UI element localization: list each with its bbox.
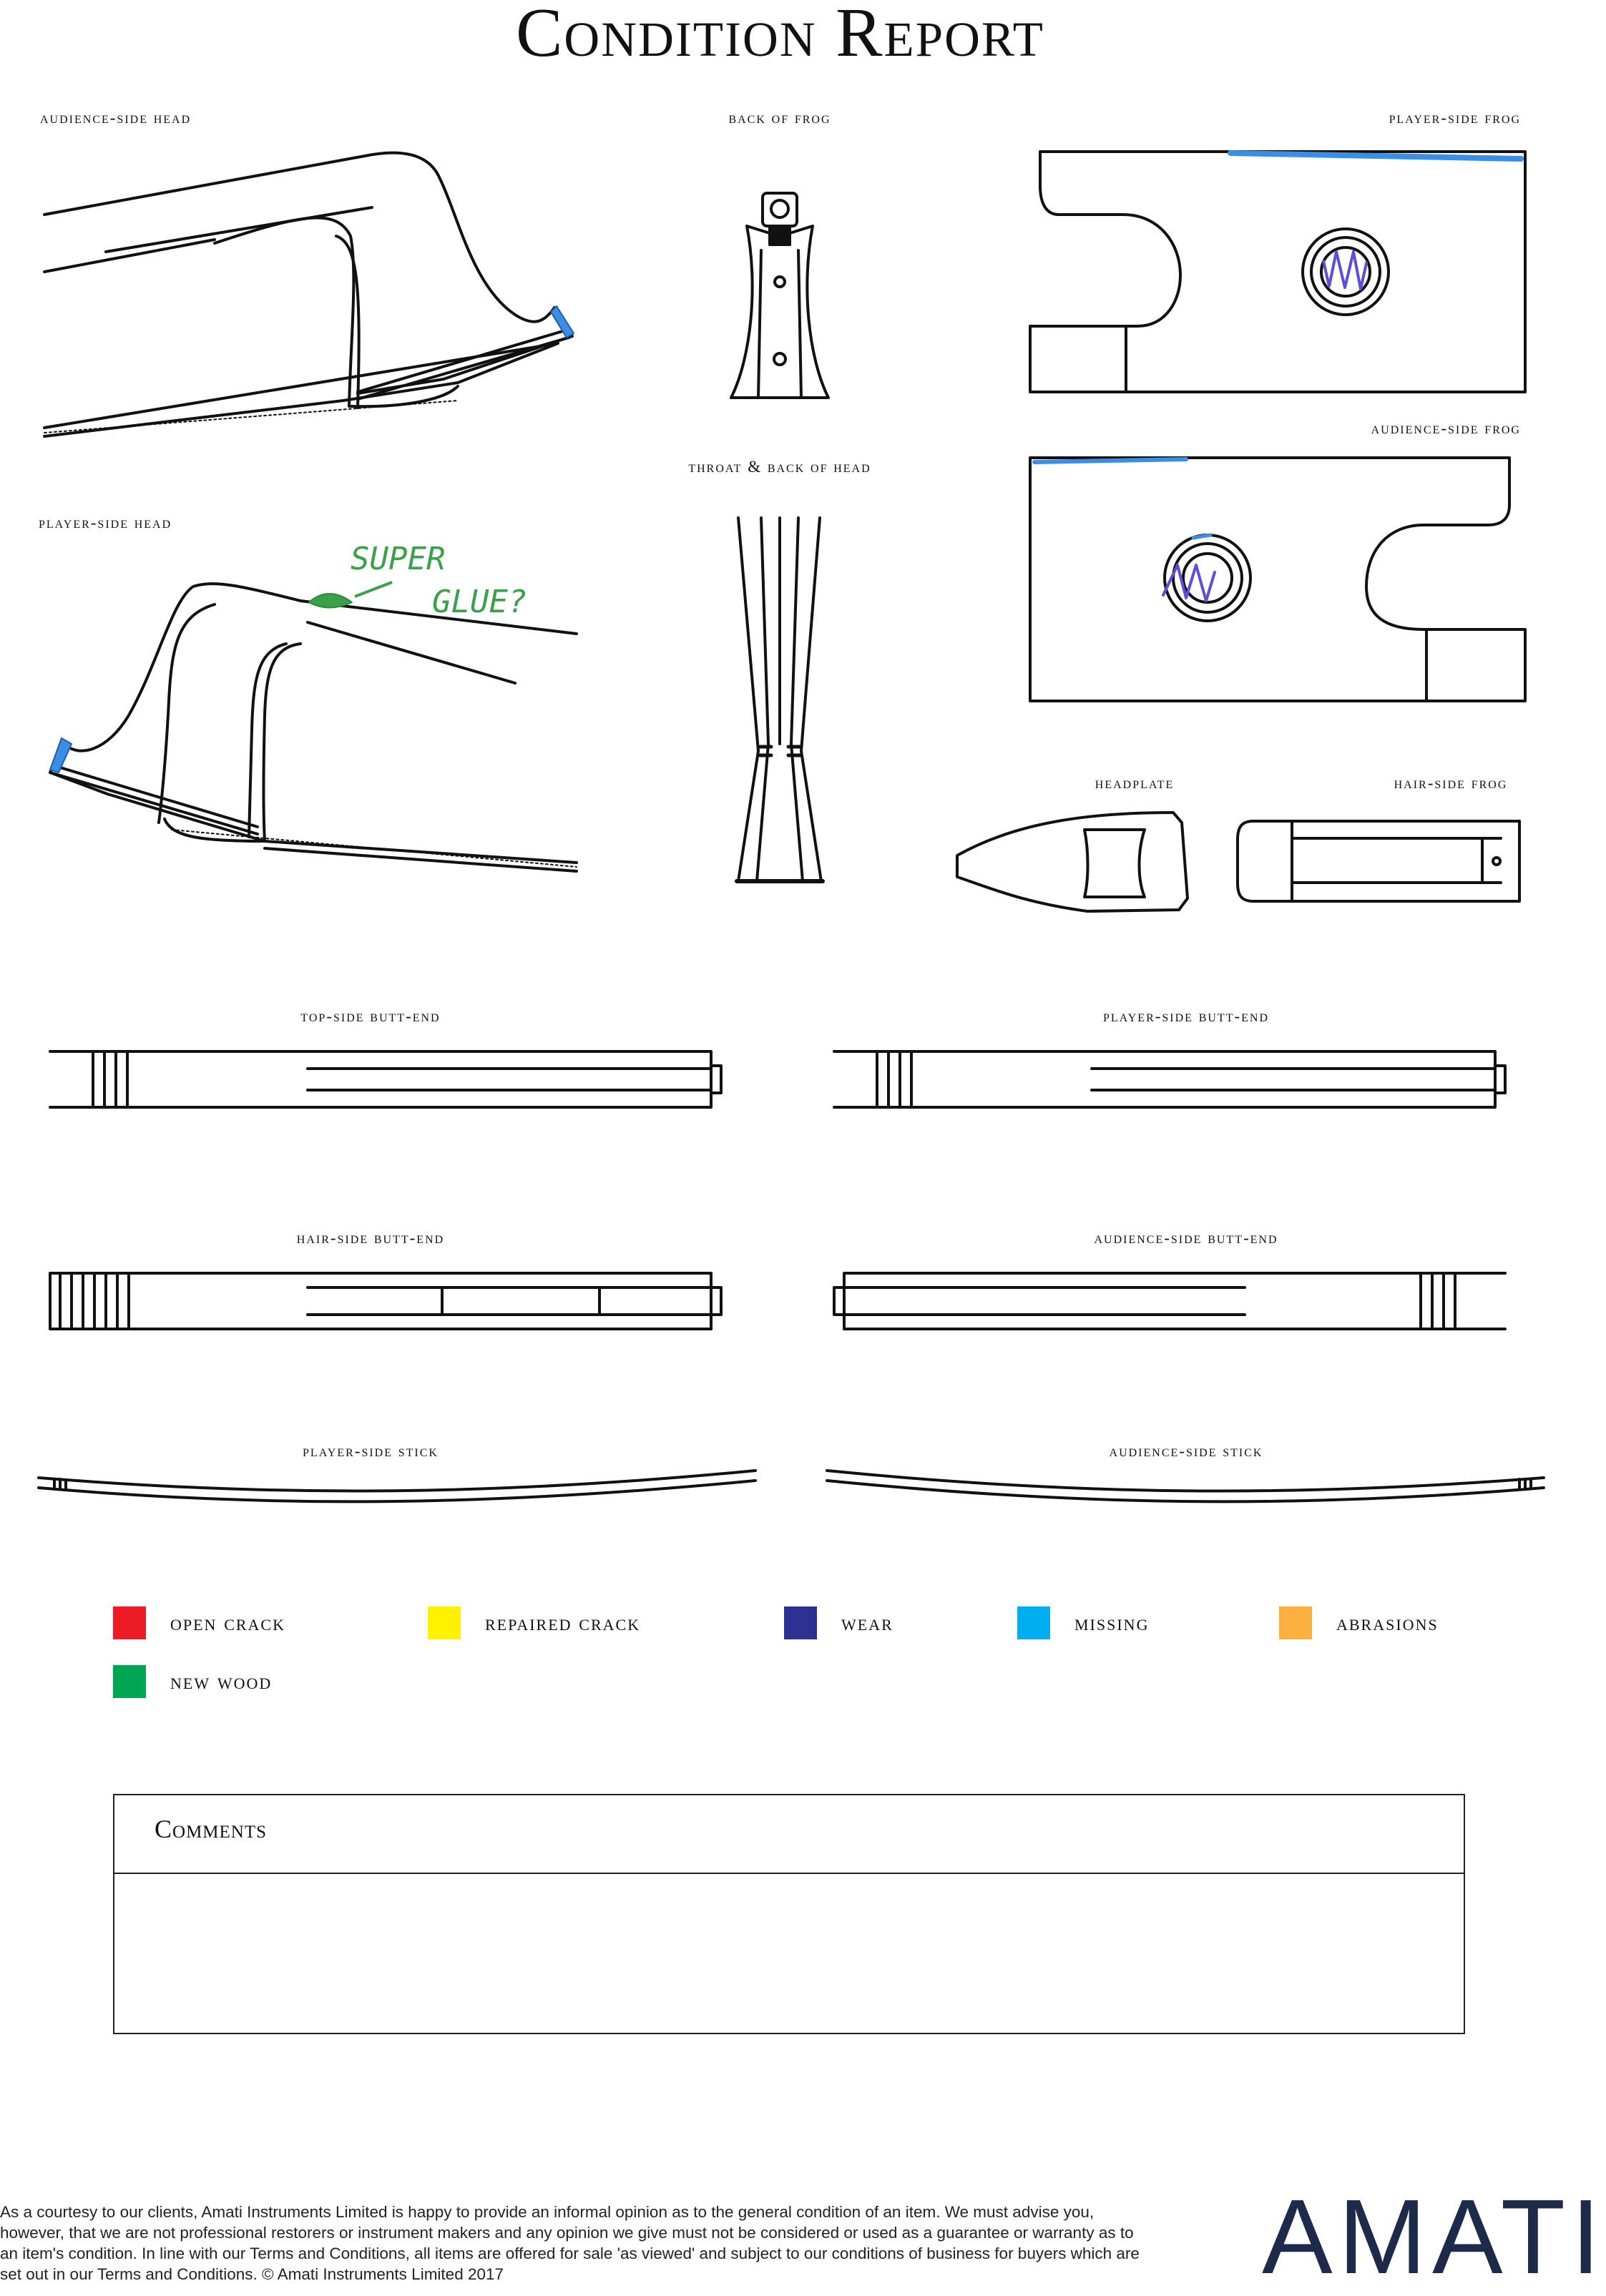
audience-frog-wear-mark — [1034, 459, 1186, 462]
label-audience-side-butt-end: audience-side butt-end — [1094, 1229, 1278, 1247]
legend-label: new wood — [170, 1669, 273, 1694]
label-player-side-butt-end: player-side butt-end — [1102, 1007, 1270, 1025]
comments-title: Comments — [155, 1815, 268, 1843]
svg-text:GLUE?: GLUE? — [432, 584, 527, 620]
legend-label: repaired crack — [485, 1610, 641, 1635]
disclaimer-text: As a courtesy to our clients, Amati Instruments Limited is happy to provide an informal opinion as to the general condition of an item. We must advise you, however, that we are not professional restorers or instrument makers and any opinion we give must not be considered or used as a guarantee or warranty as to an item's condition. In line with our Terms and Conditions, all items are offered for sale 'as viewed' and subject to our conditions of business for buyers which are set out in our Terms and Conditions. © Amati Instruments Limited 2017 — [0, 2203, 1140, 2283]
label-back-of-frog: back of frog — [728, 109, 831, 127]
player-side-stick-drawing — [39, 1471, 755, 1501]
player-side-frog-drawing — [1030, 152, 1525, 392]
throat-back-of-head-drawing — [737, 518, 823, 881]
audience-side-butt-end-drawing — [834, 1273, 1505, 1329]
label-audience-side-head: audience-side head — [40, 109, 192, 127]
top-side-butt-end-drawing — [50, 1051, 721, 1107]
legend-item-abrasions — [1279, 1605, 1439, 1641]
legend-swatch — [428, 1606, 461, 1639]
player-head-missing-mark — [50, 738, 72, 772]
legend-item-open-crack — [113, 1605, 285, 1641]
label-hair-side-frog: hair-side frog — [1394, 774, 1508, 792]
label-top-side-butt-end: top-side butt-end — [300, 1007, 441, 1025]
legend-item-missing — [1017, 1605, 1149, 1641]
legend-swatch — [1017, 1606, 1050, 1639]
player-frog-eye-wear-mark — [1323, 252, 1366, 289]
player-side-head-drawing — [50, 584, 577, 871]
comments-header — [114, 1795, 1464, 1874]
page-title: Condition Report — [516, 0, 1044, 72]
legend-label: abrasions — [1336, 1610, 1439, 1635]
legend-item-new-wood — [113, 1664, 272, 1699]
comments-field[interactable] — [114, 1875, 1464, 2033]
label-throat-back-of-head: throat & back of head — [688, 458, 871, 476]
player-frog-wear-mark — [1230, 153, 1521, 159]
legend-swatch — [113, 1606, 146, 1639]
legend-label: wear — [841, 1610, 893, 1635]
legend-label: open crack — [170, 1610, 285, 1635]
audience-side-frog-drawing — [1030, 458, 1525, 701]
legend-label: missing — [1074, 1610, 1150, 1635]
label-player-side-stick: player-side stick — [303, 1442, 439, 1460]
hair-side-frog-drawing — [1238, 821, 1519, 901]
legend-swatch — [113, 1665, 146, 1698]
label-hair-side-butt-end: hair-side butt-end — [296, 1229, 445, 1247]
legend-item-wear — [784, 1605, 893, 1641]
legend-item-repaired-crack — [428, 1605, 640, 1641]
label-audience-side-stick: audience-side stick — [1109, 1442, 1263, 1460]
label-player-side-frog: player-side frog — [1389, 109, 1521, 127]
label-headplate: headplate — [1095, 774, 1175, 792]
player-side-butt-end-drawing — [834, 1051, 1505, 1107]
super-glue-annotation — [351, 541, 527, 620]
headplate-drawing — [957, 813, 1188, 911]
audience-side-stick-drawing — [827, 1471, 1544, 1501]
back-of-frog-drawing — [731, 193, 828, 398]
hair-side-butt-end-drawing — [50, 1273, 721, 1329]
comments-box — [113, 1794, 1465, 2034]
amati-logo: AMATI — [1262, 2178, 1606, 2296]
audience-side-head-drawing — [44, 153, 572, 436]
legend-swatch — [784, 1606, 817, 1639]
label-player-side-head: player-side head — [39, 514, 172, 531]
legend-swatch — [1279, 1606, 1312, 1639]
svg-text:SUPER: SUPER — [351, 541, 446, 577]
player-head-new-wood-mark — [309, 594, 352, 608]
label-audience-side-frog: audience-side frog — [1371, 419, 1521, 437]
